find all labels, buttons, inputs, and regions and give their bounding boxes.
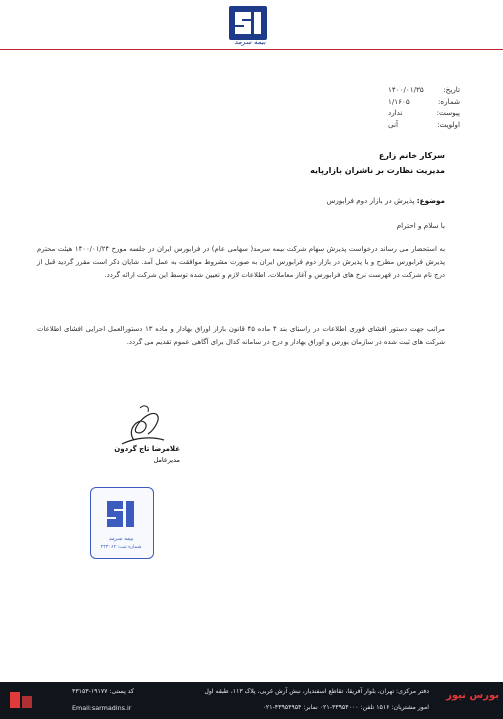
meta-priority-value: آنی xyxy=(388,119,398,129)
subject-text: پذیرش در بازار دوم فرابورس xyxy=(326,196,415,205)
footer-email: Email:sarmadins.ir xyxy=(72,704,132,712)
meta-date xyxy=(388,84,460,96)
body-paragraph-1: به استحضار می رساند درخواست پذیرش سهام شرکت بیمه سرمد( سهامی عام) در فرابورس ایران در جلسه مورخ ۱۴۰۰/۰۱/۲۴ هیئت محترم پذیرش فرابورس مطرح و با پذیرش در بازار دوم فرابورس ایران به صورت مشروط موافقت به عمل آمد. شایان ذکر است مقرر گردید قبل از درج نام شرکت در فهرست نرخ های فرابورس و آغاز معاملات، اطلاعات لازم و تعیین شده توسط این شرکت ارائه گردد. xyxy=(37,245,445,279)
meta-date-value: ۱۴۰۰/۰۱/۳۵ xyxy=(388,85,424,94)
footer-brand: بورس نیوز xyxy=(446,690,499,701)
meta-priority xyxy=(388,119,460,131)
meta-attachment xyxy=(388,107,460,119)
subject-label: موضوع: xyxy=(416,196,445,205)
meta-number-value: ۱/۱۶۰۵ xyxy=(388,96,410,106)
meta-attachment-value: ندارد xyxy=(388,108,403,117)
meta-number xyxy=(388,96,460,108)
addressee-department: مدیریت نظارت بر ناشران بازارپایه xyxy=(310,166,445,175)
signatory-title: مدیرعامل xyxy=(153,456,180,464)
stamp-caption: بیمه سرمد xyxy=(108,536,134,542)
logo-caption: بیمه سرمد xyxy=(234,38,266,46)
handwritten-signature xyxy=(104,400,184,448)
letter-meta xyxy=(388,84,460,130)
signatory-name: غلامرضا تاج گردون xyxy=(114,445,180,453)
meta-number-label: شماره: xyxy=(437,96,460,106)
greeting: با سلام و احترام xyxy=(396,221,445,230)
body-paragraph-2: مراتب جهت دستور افشای فوری اطلاعات در راستای بند ۴ ماده ۴۵ قانون بازار اوراق بهادار و ماده ۱۳ دستورالعمل اجرایی افشای اطلاعات شرکت های ثبت شده در سازمان بورس و اوراق بهادار و درج در سامانه کدال برای آگاهی عموم تقدیم می گردد. xyxy=(37,325,445,346)
header-divider xyxy=(0,49,503,50)
news-logo-icon xyxy=(8,688,36,712)
addressee xyxy=(25,148,445,178)
footer-address: دفتر مرکزی: تهران، بلوار آفریقا، تقاطع اسفندیار، نبش آرش غربی، پلاک ۱۱۳، طبقه اول xyxy=(204,688,429,695)
meta-priority-label: اولویت: xyxy=(437,119,460,129)
meta-date-label: تاریخ: xyxy=(443,85,460,94)
stamp-logo-icon xyxy=(101,495,141,533)
footer-contacts: امور مشتریان: ۱۵۱۶ تلفن: ۴۳۹۵۴۰۰۰-۰۲۱ نمابر: ۴۳۹۵۴۹۵۴-۰۲۱ xyxy=(262,704,429,711)
subject-line xyxy=(25,196,445,205)
meta-attachment-label: پیوست: xyxy=(436,108,460,117)
stamp-registration: شماره ثبت: ۴۴۳۰۶۲ xyxy=(100,545,142,550)
addressee-name: سرکار خانم زارع xyxy=(378,151,445,160)
footer-postal-code: کد پستی: ۱۹۱۷۷-۴۳۱۵۳ xyxy=(72,688,134,695)
company-logo xyxy=(229,6,267,40)
